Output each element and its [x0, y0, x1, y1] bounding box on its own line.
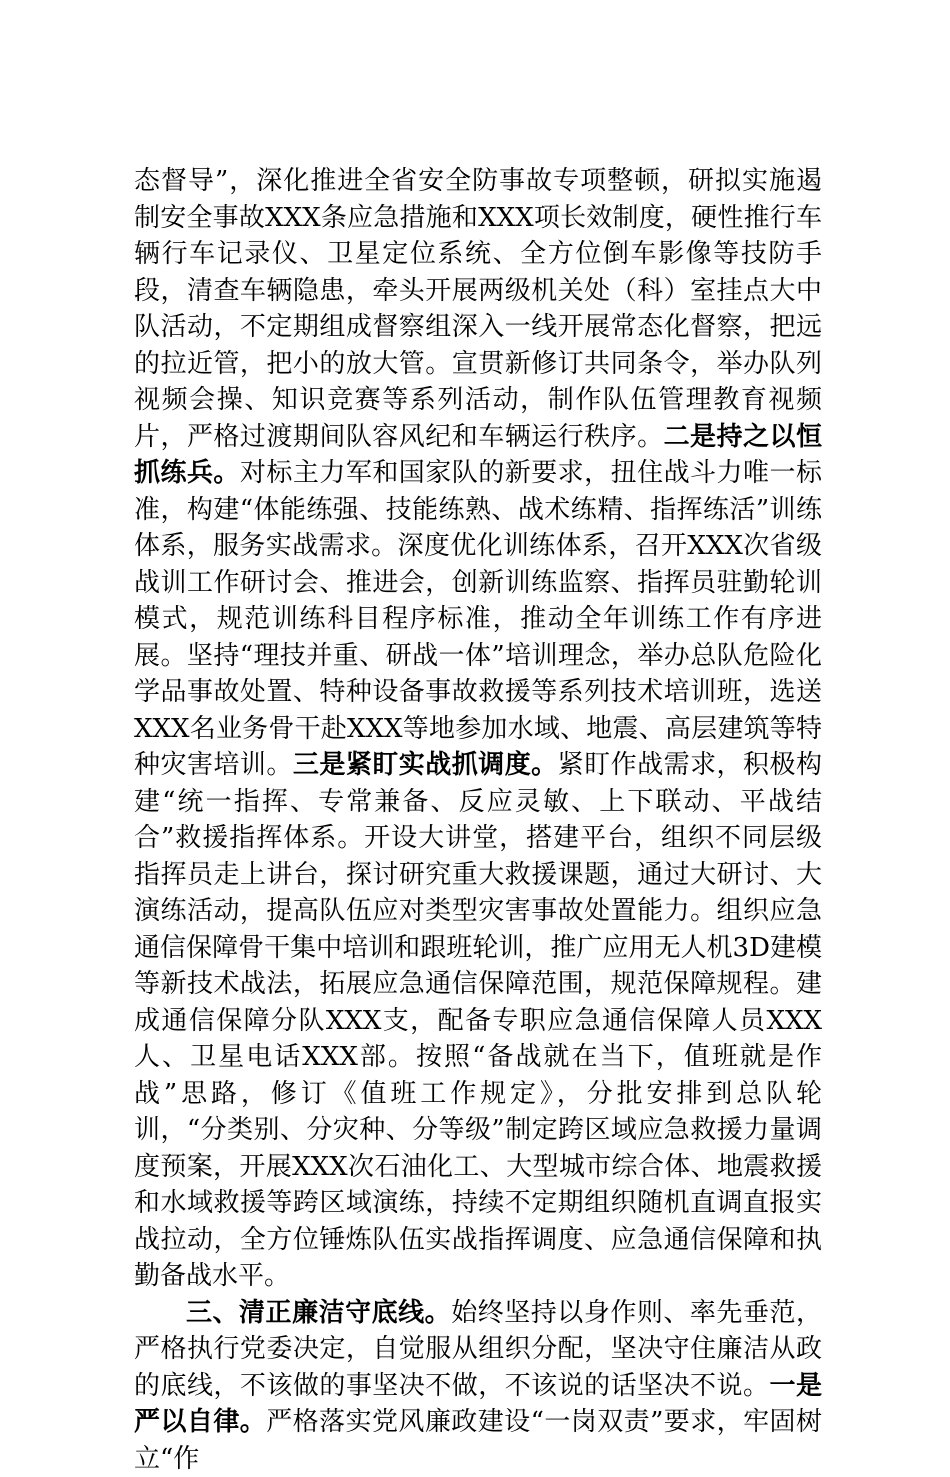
paragraph-text: 紧盯作战需求，积极构建“统一指挥、专常兼备、反应灵敏、上下联动、平战结合”救援指挥体系。开设大讲堂，搭建平台，组织不同层级指挥员走上讲台，探讨研究重大救援课题，通过大研讨、大演练活动，提高队伍应对类型灾害事故处置能力。组织应急通信保障骨干集中培训和跟班轮训，推广应用无人机3D建模等新技术战法，拓展应急通信保障范围，规范保障规程。建成通信保障分队XXX支，配备专职应急通信保障人员XXX人、卫星电话XXX部。按照“备战就在当下，值班就是作战”思路，修订《值班工作规定》，分批安排到总队轮训，“分类别、分灾种、分等级”制定跨区域应急救援力量调度预案，开展XXX次石油化工、大型城市综合体、地震救援和水域救援等跨区域演练，持续不定期组织随机直调直报实战拉动，全方位锤炼队伍实战指挥调度、应急通信保障和执勤备战水平。 — [134, 750, 822, 1291]
paragraph-continuation — [134, 163, 822, 1295]
paragraph-section-three — [134, 1295, 822, 1477]
inline-heading: 二是持之以恒抓练兵。 — [134, 422, 822, 489]
paragraph-text: 态督导”，深化推进全省安全防事故专项整顿，研拟实施遏制安全事故XXX条应急措施和XXX项长效制度，硬性推行车辆行车记录仪、卫星定位系统、全方位倒车影像等技防手段，清查车辆隐患，牵头开展两级机关处（科）室挂点大中队活动，不定期组成督察组深入一线开展常态化督察，把远的拉近管，把小的放大管。宣贯新修订共同条令，举办队列视频会操、知识竞赛等系列活动，制作队伍管理教育视频片，严格过渡期间队容风纪和车辆运行秩序。 — [134, 166, 822, 452]
document-body — [134, 163, 822, 1477]
inline-heading: 三是紧盯实战抓调度。 — [293, 750, 558, 780]
paragraph-text: 始终坚持以身作则、率先垂范，严格执行党委决定，自觉服从组织分配，坚决守住廉洁从政的底线，不该做的事坚决不做，不该说的话坚决不说。 — [134, 1298, 822, 1401]
section-heading: 三、清正廉洁守底线。 — [186, 1298, 451, 1328]
inline-heading: 一是严以自律。 — [134, 1371, 822, 1438]
paragraph-text: 严格落实党风廉政建设“一岗双责”要求，牢固树立“作 — [134, 1407, 822, 1474]
paragraph-text: 对标主力军和国家队的新要求，扭住战斗力唯一标准，构建“体能练强、技能练熟、战术练精、指挥练活”训练体系，服务实战需求。深度优化训练体系，召开XXX次省级战训工作研讨会、推进会，创新训练监察、指挥员驻勤轮训模式，规范训练科目程序标准，推动全年训练工作有序进展。坚持“理技并重、研战一体”培训理念，举办总队危险化学品事故处置、特种设备事故救援等系列技术培训班，选送XXX名业务骨干赴XXX等地参加水域、地震、高层建筑等特种灾害培训。 — [134, 458, 822, 780]
